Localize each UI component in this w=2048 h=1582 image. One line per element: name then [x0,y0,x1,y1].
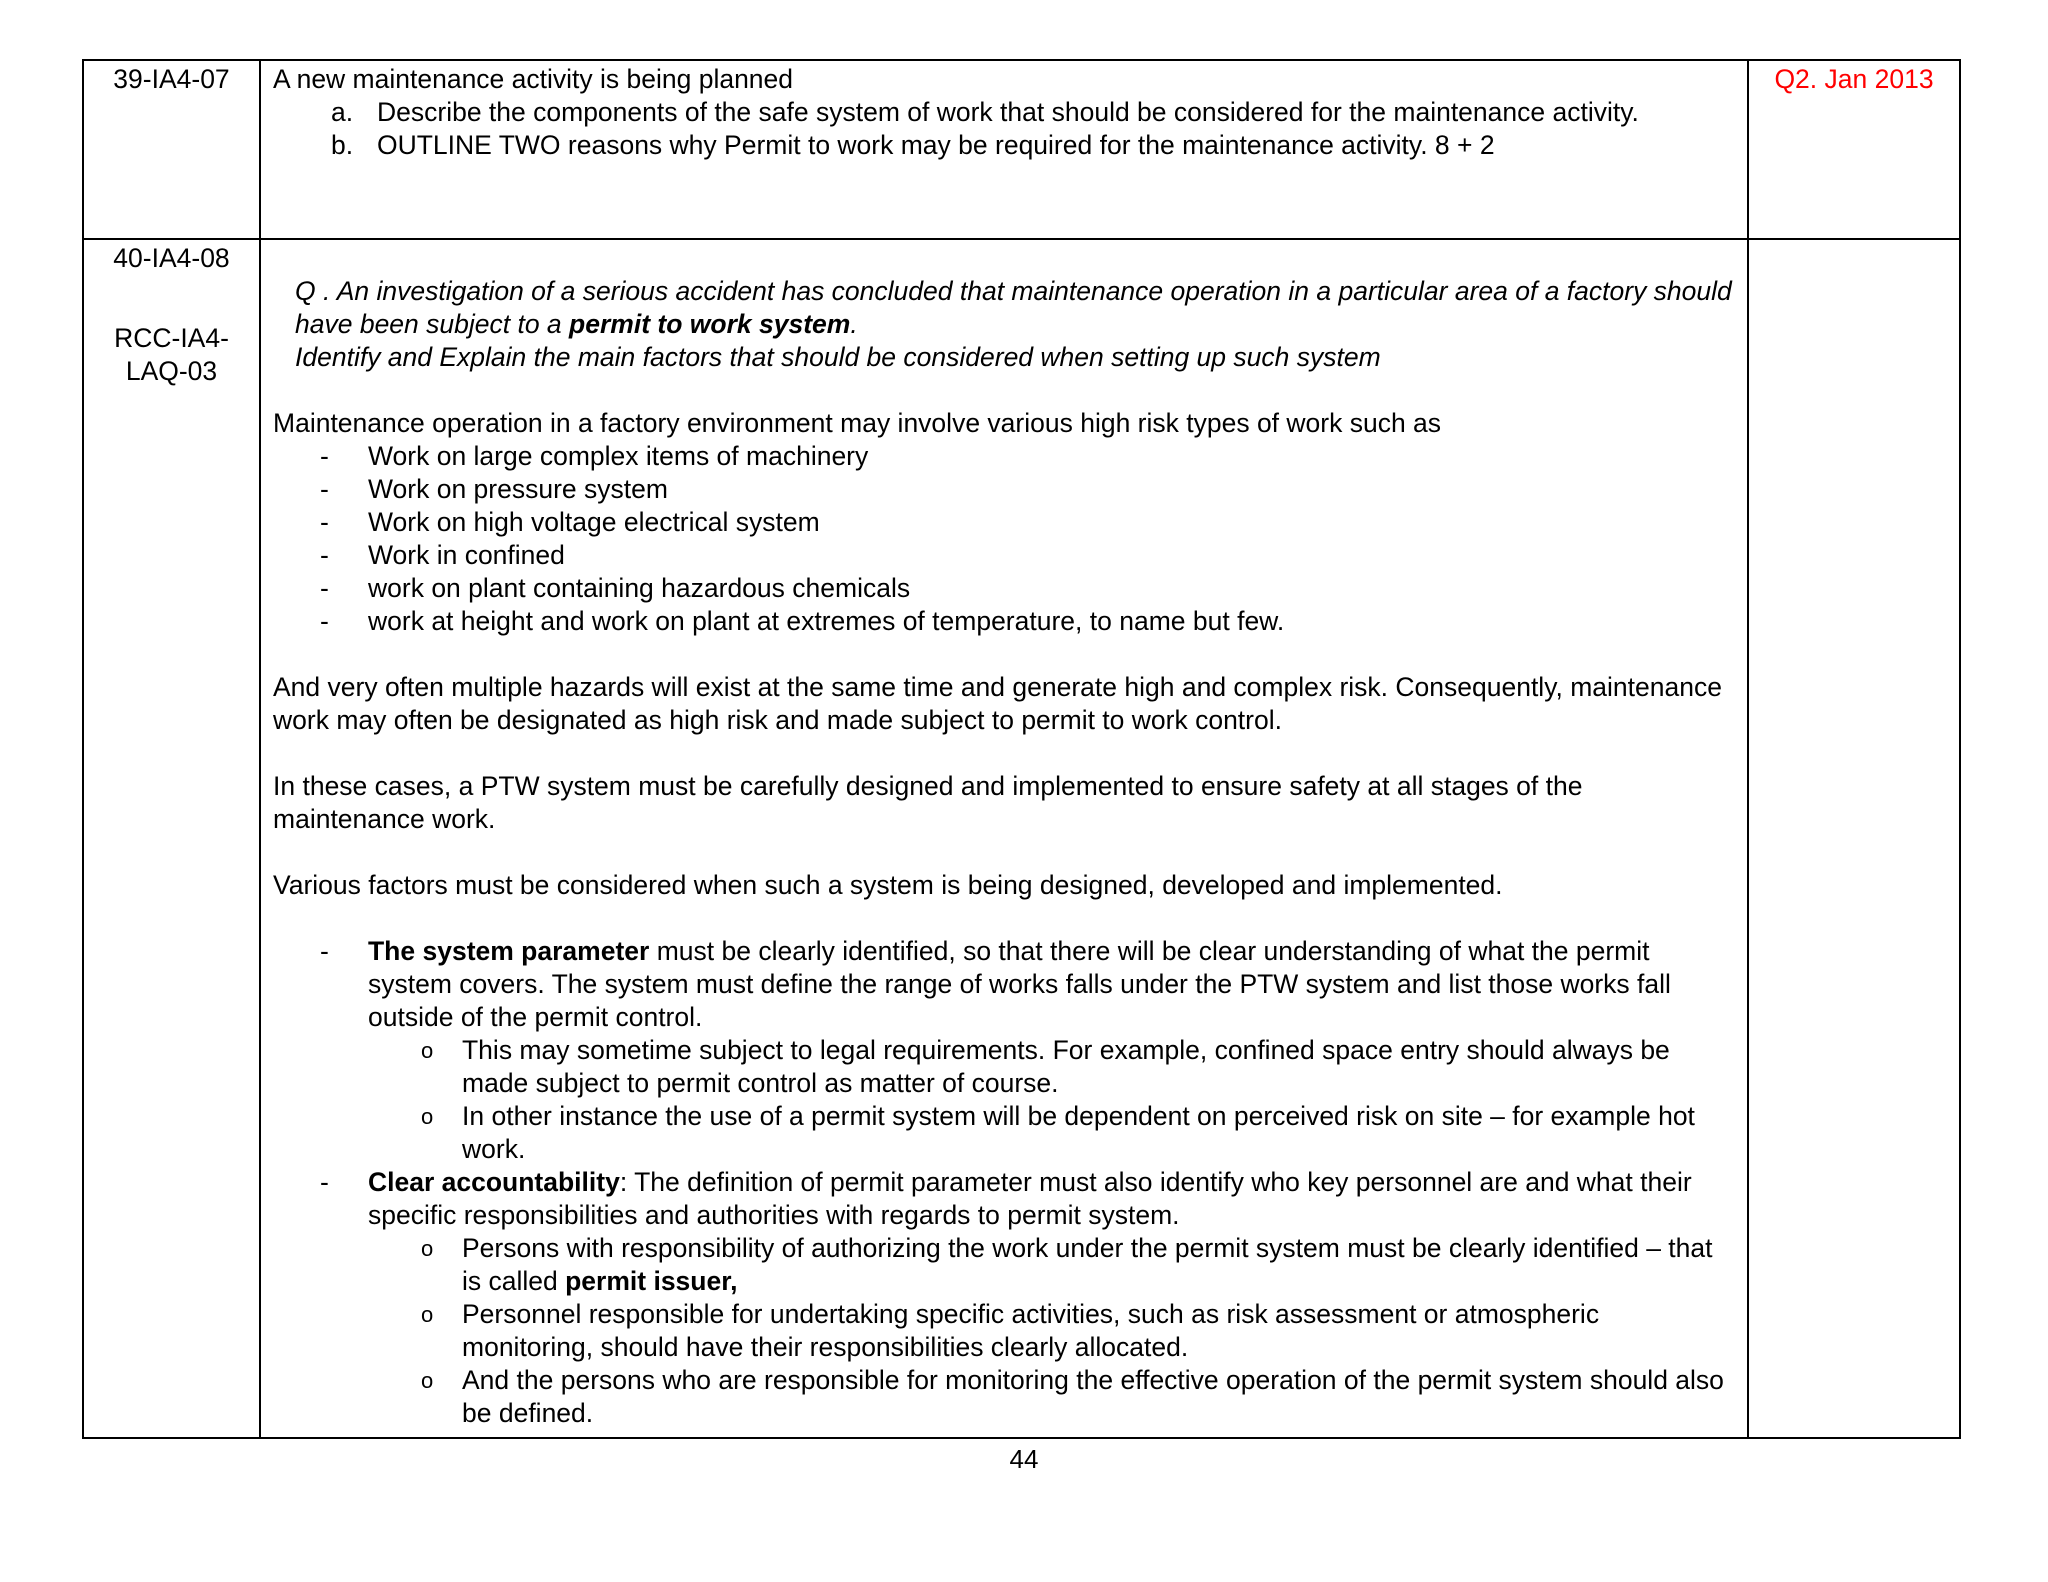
paragraph: In these cases, a PTW system must be carefully designed and implemented to ensure safety at all stages of the maintenance work. [273,771,1583,834]
list-item: o In other instance the use of a permit system will be dependent on perceived risk on site – for example hot work. [421,1101,1695,1164]
work-types-list [273,440,1735,638]
list-item: - Work on pressure system [320,474,668,504]
list-item: - Clear accountability: The definition of permit parameter must also identify who key personnel are and what their specific responsibilities and authorities with regards to permit system. o Persons with responsibility of authorizing the work under the permit system must be clearly identified – that is called permit issuer, o Personnel responsible for undertaking specific activities, such as risk assessment or atmospheric monitoring, should have their responsibilities clearly allocated. o And the persons who are responsible for monitoring the effective operation of the permit system should also be defined. [273,1166,1735,1430]
list-item: a. Describe the components of the safe system of work that should be considered for the maintenance activity. [331,97,1639,127]
table-row [83,60,1960,239]
list-item: o Persons with responsibility of authorizing the work under the permit system must be clearly identified – that is called permit issuer, [421,1233,1713,1296]
sub-list [368,1232,1735,1430]
list-item: o This may sometime subject to legal requirements. For example, confined space entry should always be made subject to permit control as matter of course. [421,1035,1670,1098]
list-item: - work on plant containing hazardous chemicals [320,573,911,603]
question-text: Q . An investigation of a serious accident has concluded that maintenance operation in a particular area of a factory should have been subject to a permit to work system. Identify and Explain the main factors that should be considered when setting up such system [295,276,1732,372]
exam-reference: Q2. Jan 2013 [1748,60,1960,239]
list-item: b. OUTLINE TWO reasons why Permit to work may be required for the maintenance activity. 8 + 2 [331,130,1495,160]
list-item: - Work on high voltage electrical system [320,507,820,537]
table-row [83,239,1960,1438]
question-parts [273,96,1735,162]
paragraph: And very often multiple hazards will exist at the same time and generate high and complex risk. Consequently, maintenance work may often be designated as high risk and made subject to permit to work control. [273,672,1722,735]
question-intro: A new maintenance activity is being planned [273,64,794,94]
question-table [82,59,1961,1439]
factors-list [273,935,1735,1430]
list-item: o And the persons who are responsible for monitoring the effective operation of the permit system should also be defined. [421,1365,1724,1428]
answer-intro: Maintenance operation in a factory environment may involve various high risk types of work such as [273,408,1442,438]
list-item: - The system parameter must be clearly identified, so that there will be clear understanding of what the permit system covers. The system must define the range of works falls under the PTW system and list those works fall outside of the permit control. o This may sometime subject to legal requirements. For example, confined space entry should always be made subject to permit control as matter of course. o In other instance the use of a permit system will be dependent on perceived risk on site – for example hot work. [273,935,1735,1166]
list-item: - Work in confined [320,540,565,570]
sub-list [368,1034,1735,1166]
answer-cell [260,239,1748,1438]
page-number: 44 [1009,1444,1039,1474]
question-id: 40-IA4-08 RCC-IA4-LAQ-03 [83,239,260,1438]
question-id: 39-IA4-07 [83,60,260,239]
paragraph: Various factors must be considered when such a system is being designed, developed and implemented. [273,870,1503,900]
exam-reference-empty [1748,239,1960,1438]
list-item: - Work on large complex items of machinery [320,441,869,471]
list-item: - work at height and work on plant at extremes of temperature, to name but few. [320,606,1285,636]
question-cell [260,60,1748,239]
list-item: o Personnel responsible for undertaking specific activities, such as risk assessment or atmospheric monitoring, should have their responsibilities clearly allocated. [421,1299,1600,1362]
